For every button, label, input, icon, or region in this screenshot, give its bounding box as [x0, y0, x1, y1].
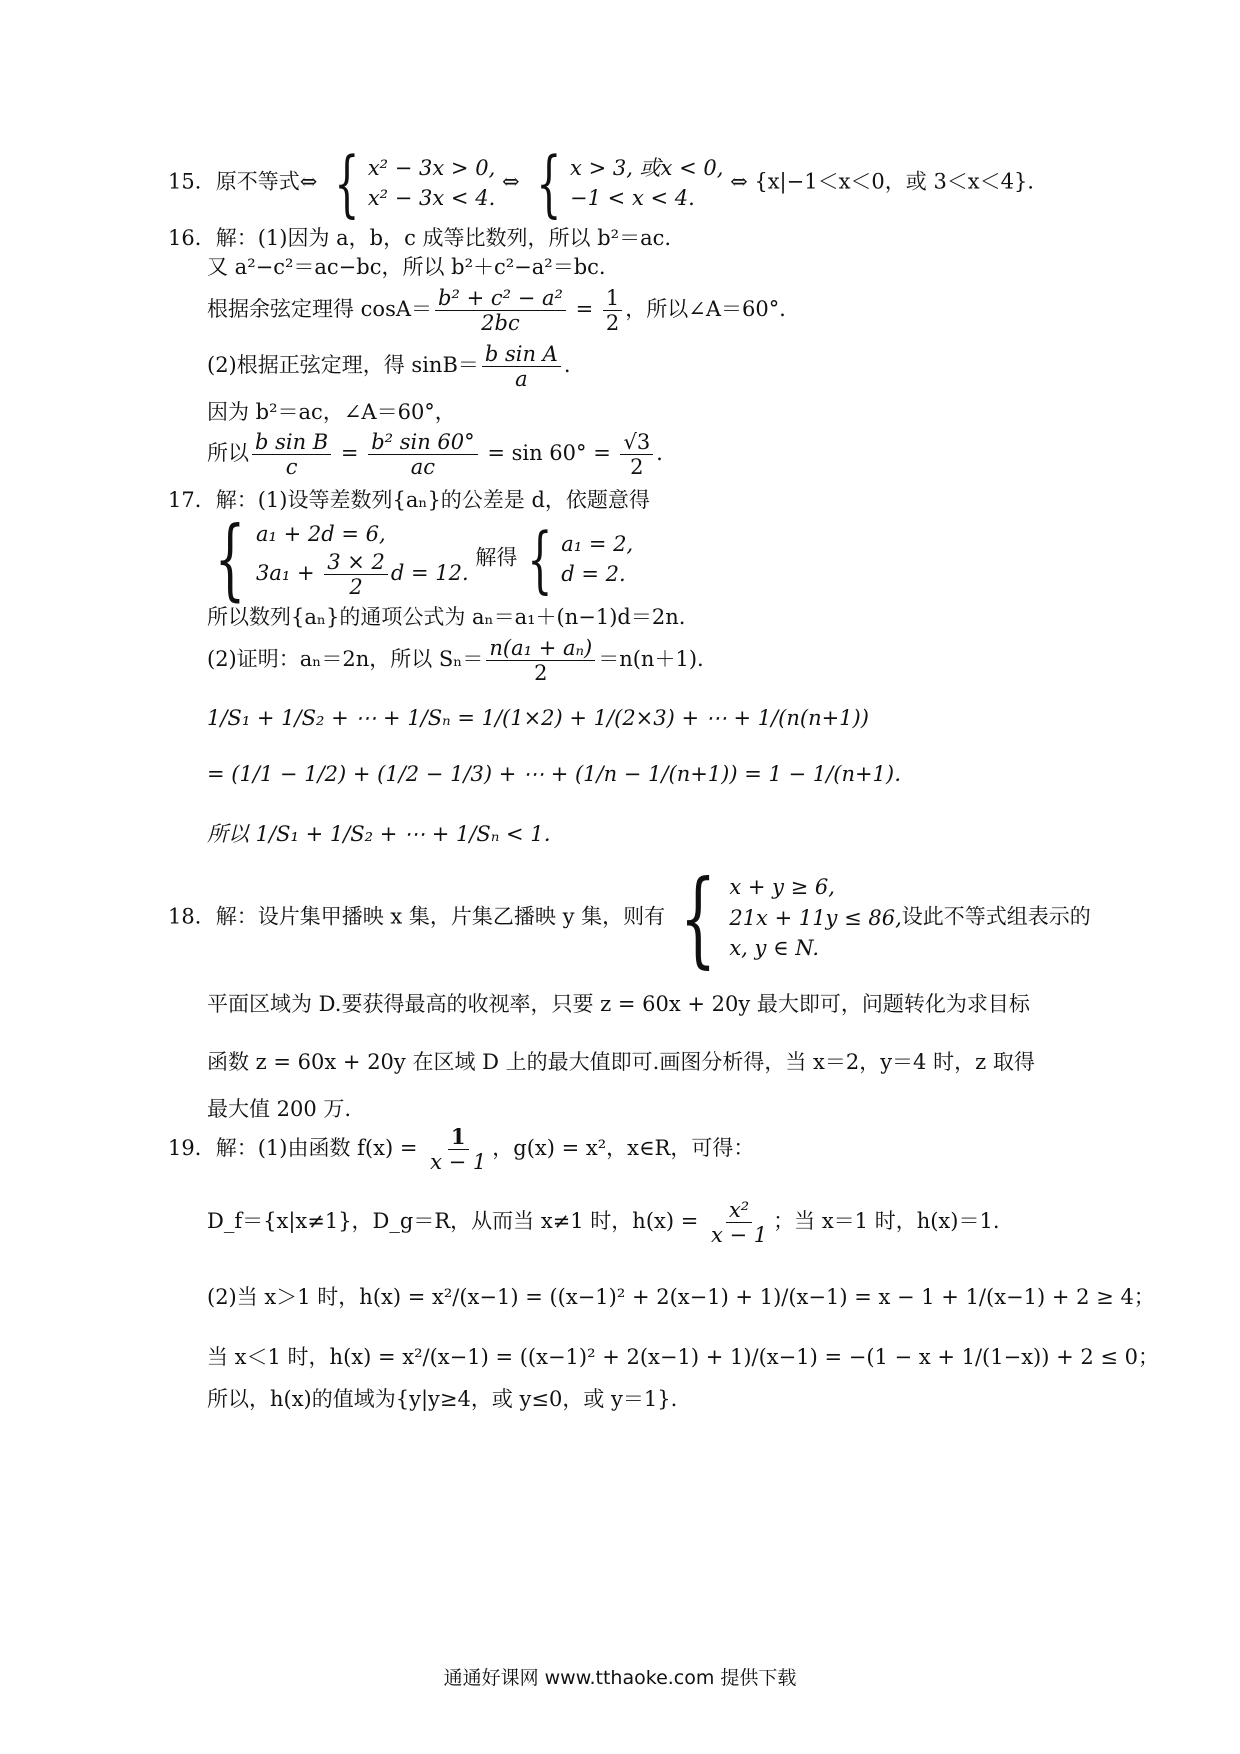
page-footer: 通通好课网 www.tthaoke.com 提供下载	[443, 1667, 797, 1689]
problem-number: 15．	[168, 169, 216, 194]
problem-number: 18．	[168, 904, 216, 929]
fraction: $\frac{\text{b sin A}}{a}$	[482, 342, 561, 391]
problem-17-line: 1/S₁ + 1/S₂ + ⋯ + 1/Sₙ = 1/(1×2) + 1/(2×3) + ⋯ + 1/(n(n+1))	[207, 706, 869, 730]
problem-17-line: 所以 1/S₁ + 1/S₂ + ⋯ + 1/Sₙ < 1．	[207, 822, 565, 846]
problem-16-line: 所以 $\frac{\text{b sin B}}{c}$ = $\frac{\text{b² sin 60°}}{ac}$ = sin 60° = $\frac{√3}{2}$ ．	[207, 430, 678, 480]
problem-19-line: (2)当 x＞1 时，h(x) = x²/(x−1) = ((x−1)² + 2(x−1) + 1)/(x−1) = x − 1 + 1/(x−1) + 2 ≥ 4；	[207, 1285, 1155, 1309]
fraction: $\frac{\text{b² + c² − a²}}{2bc}$	[435, 286, 566, 335]
problem-19-line: 19．解：(1)由函数 f(x) = $\frac{1}{x - 1}$ ，g(x) = x²，x∈R，可得：	[168, 1124, 755, 1175]
problem-number: 17．	[168, 488, 216, 512]
problem-15: 15．原不等式⇔ { x² − 3x > 0, x² − 3x < 4. ⇔ { x > 3, 或x < 0, −1 < x < 4. ⇔ {x|−1＜x＜0，或 3＜x＜4}．	[168, 141, 1049, 225]
fraction: $\frac{\text{b sin B}}{c}$	[252, 430, 331, 479]
problem-number: 19．	[168, 1136, 216, 1161]
equation-system: { a₁ + 2d = 6, 3a₁ + $\frac{3 \times 2}{2}$ d = 12.	[214, 507, 469, 610]
fraction: $\frac{\text{n(a₁ + aₙ)}}{2}$	[486, 636, 595, 685]
inequality-system: { x + y ≥ 6, 21x + 11y ≤ 86, x, y ∈ N.	[680, 857, 902, 979]
problem-18-line: 平面区域为 D.要获得最高的收视率，只要 z = 60x + 20y 最大即可，问题转化为求目标	[207, 992, 1030, 1016]
problem-17-line: (2)证明：aₙ＝2n，所以 Sₙ＝ $\frac{\text{n(a₁ + aₙ)}}{2}$ ＝n(n＋1).	[207, 636, 704, 686]
problem-16-line: 又 a²−c²＝ac−bc，所以 b²＋c²−a²＝bc.	[207, 255, 606, 279]
problem-17-line: 所以数列{aₙ}的通项公式为 aₙ＝a₁＋(n−1)d＝2n.	[207, 605, 686, 629]
problem-17-system: { a₁ + 2d = 6, 3a₁ + $\frac{3 \times 2}{2}$ d = 12. 解得 { a₁ = 2, d = 2.	[202, 515, 633, 603]
fraction: $\frac{√3}{2}$	[620, 430, 653, 479]
inequality-system: { x² − 3x > 0, x² − 3x < 4.	[334, 141, 496, 225]
problem-19-line: 当 x＜1 时，h(x) = x²/(x−1) = ((x−1)² + 2(x−1) + 1)/(x−1) = −(1 − x + 1/(1−x)) + 2 ≤ 0；	[207, 1345, 1160, 1369]
problem-19-line: 所以，h(x)的值域为{y|y≥4，或 y≤0，或 y＝1}.	[207, 1387, 678, 1411]
problem-16-line: (2)根据正弦定理，得 sinB＝ $\frac{\text{b sin A}}{a}$ .	[207, 342, 571, 392]
problem-17-line: = (1/1 − 1/2) + (1/2 − 1/3) + ⋯ + (1/n − 1/(n+1)) = 1 − 1/(n+1)．	[207, 762, 916, 786]
problem-18-line: 18．解：设片集甲播映 x 集，片集乙播映 y 集，则有 { x + y ≥ 6, 21x + 11y ≤ 86, x, y ∈ N. 设此不等式组表示的	[168, 857, 1091, 979]
equation-system: { a₁ = 2, d = 2.	[527, 517, 634, 601]
problem-17-line: 17．解：(1)设等差数列{aₙ}的公差是 d，依题意得	[168, 488, 650, 512]
fraction: $\frac{1}{2}$	[603, 286, 622, 335]
problem-18-line: 最大值 200 万.	[207, 1097, 352, 1121]
fraction: $\frac{\text{b² sin 60°}}{ac}$	[368, 430, 477, 479]
problem-16-line: 根据余弦定理得 cosA＝ $\frac{\text{b² + c² − a²}}{2bc}$ = $\frac{1}{2}$ ，所以∠A＝60°．	[207, 286, 801, 336]
fraction: $\frac{\text{x²}}{x - 1}$	[711, 1198, 768, 1248]
problem-number: 16．	[168, 226, 216, 250]
problem-16-line: 因为 b²＝ac，∠A＝60°，	[207, 400, 456, 424]
problem-19-line: D_f＝{x|x≠1}，D_g＝R，从而当 x≠1 时，h(x) = $\frac{\text{x²}}{x - 1}$ ；当 x＝1 时，h(x)＝1.	[207, 1198, 1000, 1248]
solution-set: ⇔ {x|−1＜x＜0，或 3＜x＜4}．	[730, 169, 1049, 194]
text: 原不等式⇔	[215, 169, 318, 194]
inequality-system: { x > 3, 或x < 0, −1 < x < 4.	[536, 141, 724, 225]
fraction: $\frac{1}{x - 1}$	[430, 1124, 487, 1175]
problem-18-line: 函数 z = 60x + 20y 在区域 D 上的最大值即可.画图分析得，当 x＝2，y＝4 时，z 取得	[207, 1050, 1035, 1074]
problem-16-line: 16．解：(1)因为 a，b，c 成等比数列，所以 b²＝ac.	[168, 226, 672, 250]
